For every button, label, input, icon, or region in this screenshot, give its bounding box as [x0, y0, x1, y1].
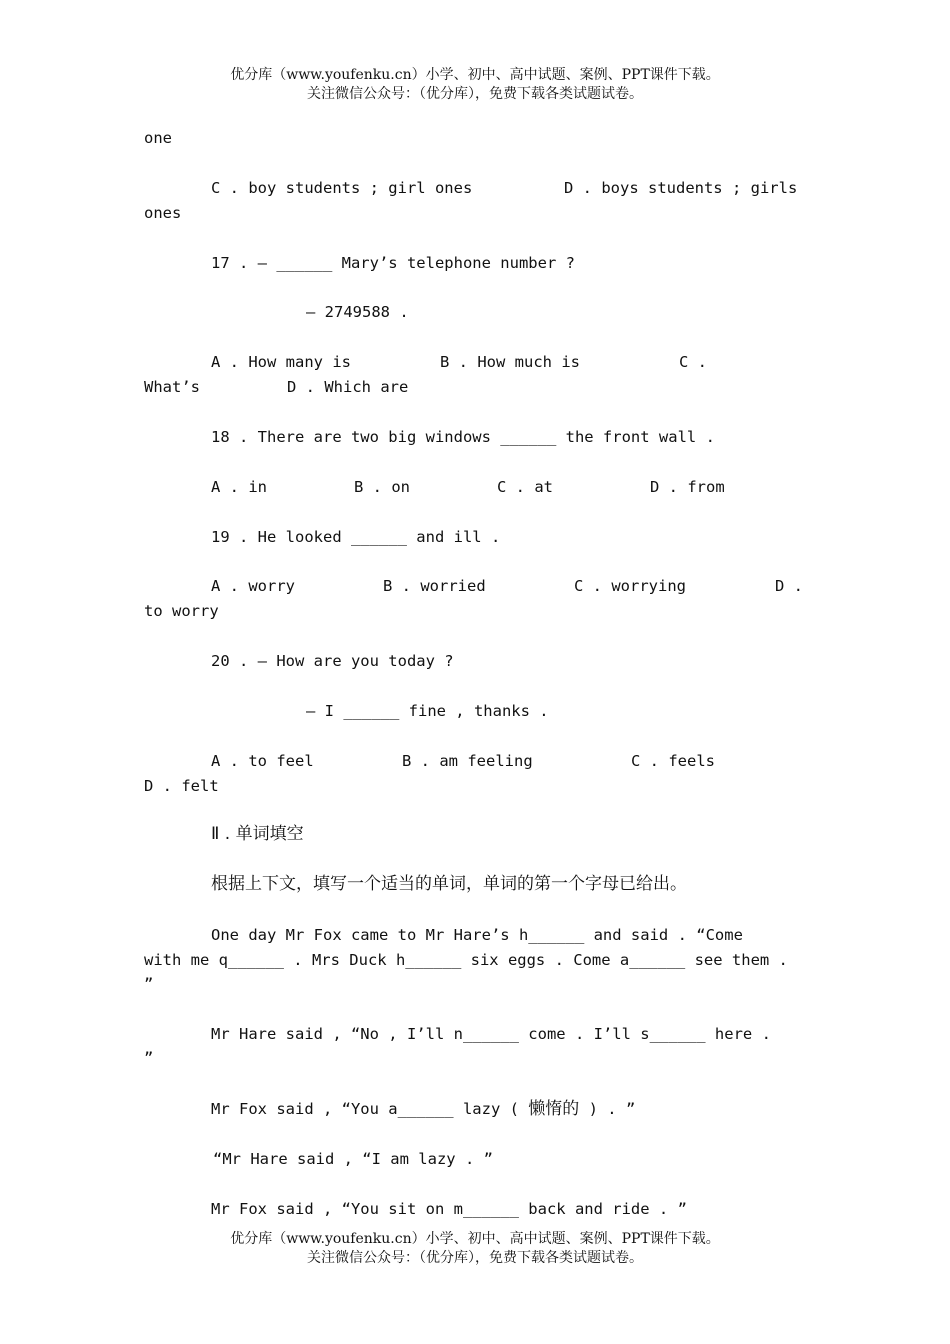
q17-option-c-wrap: What’s — [144, 378, 200, 396]
footer-line-2: 关注微信公众号：（优分库），免费下载各类试题试卷。 — [307, 1250, 643, 1266]
passage-text: ) . ” — [579, 1100, 636, 1118]
section-2-instruction: 根据上下文，填写一个适当的单词，单词的第一个字母已给出。 — [211, 874, 687, 894]
q16-option-d-wrap: ones — [144, 204, 182, 222]
q19-option-c: C . worrying — [574, 577, 686, 595]
section-2-title: Ⅱ . 单词填空 — [211, 824, 304, 844]
passage-line: with me q______ . Mrs Duck h______ six eggs . Come a______ see them . — [144, 951, 788, 969]
passage-line: One day Mr Fox came to Mr Hare’s h______ and said . “Come — [211, 926, 743, 944]
q17-stem: 17 . — ______ Mary’s telephone number ? — [211, 254, 575, 272]
passage-line: ” — [144, 975, 154, 993]
q18-option-d: D . from — [650, 478, 725, 496]
passage-line: Mr Hare said , “No , I’ll n______ come . I’ll s______ here . — [211, 1025, 771, 1043]
q20-option-c: C . feels — [631, 752, 715, 770]
q16-tail: one — [144, 129, 172, 147]
q19-stem: 19 . He looked ______ and ill . — [211, 528, 501, 546]
q17-option-c: C . — [679, 353, 707, 371]
q19-option-d: D . — [775, 577, 803, 595]
q18-option-b: B . on — [354, 478, 410, 496]
header-line-1: 优分库（www.youfenku.cn）小学、初中、高中试题、案例、PPT课件下载。 — [230, 67, 720, 83]
q17-option-a: A . How many is — [211, 353, 351, 371]
q19-option-a: A . worry — [211, 577, 295, 595]
passage-line: Mr Fox said , “You sit on m______ back and ride . ” — [211, 1200, 687, 1218]
passage-text: Mr Fox said , “You a______ lazy ( — [211, 1100, 529, 1118]
q17-option-b: B . How much is — [440, 353, 580, 371]
q20-option-b: B . am feeling — [402, 752, 533, 770]
q18-option-a: A . in — [211, 478, 267, 496]
page-header — [0, 66, 950, 104]
passage-line: “Mr Hare said , “I am lazy . ” — [213, 1150, 493, 1168]
header-line-2: 关注微信公众号：（优分库），免费下载各类试题试卷。 — [307, 86, 643, 102]
q16-option-d: D . boys students ; girls — [564, 179, 798, 197]
q18-stem: 18 . There are two big windows ______ the front wall . — [211, 428, 715, 446]
passage-line: ” — [144, 1049, 154, 1067]
passage-chinese-gloss: 懒惰的 — [528, 1099, 580, 1119]
q17-answer: — 2749588 . — [306, 303, 409, 321]
q18-option-c: C . at — [497, 478, 553, 496]
footer-line-1: 优分库（www.youfenku.cn）小学、初中、高中试题、案例、PPT课件下载。 — [230, 1231, 720, 1247]
q20-option-d: D . felt — [144, 777, 219, 795]
passage-line — [211, 1099, 635, 1119]
page-footer — [0, 1230, 950, 1268]
q20-option-a: A . to feel — [211, 752, 314, 770]
q20-answer: — I ______ fine , thanks . — [306, 702, 549, 720]
q16-option-c: C . boy students ; girl ones — [211, 179, 473, 197]
q17-option-d: D . Which are — [287, 378, 409, 396]
q19-option-b: B . worried — [383, 577, 486, 595]
q20-stem: 20 . — How are you today ? — [211, 652, 454, 670]
q19-option-d-wrap: to worry — [144, 602, 219, 620]
